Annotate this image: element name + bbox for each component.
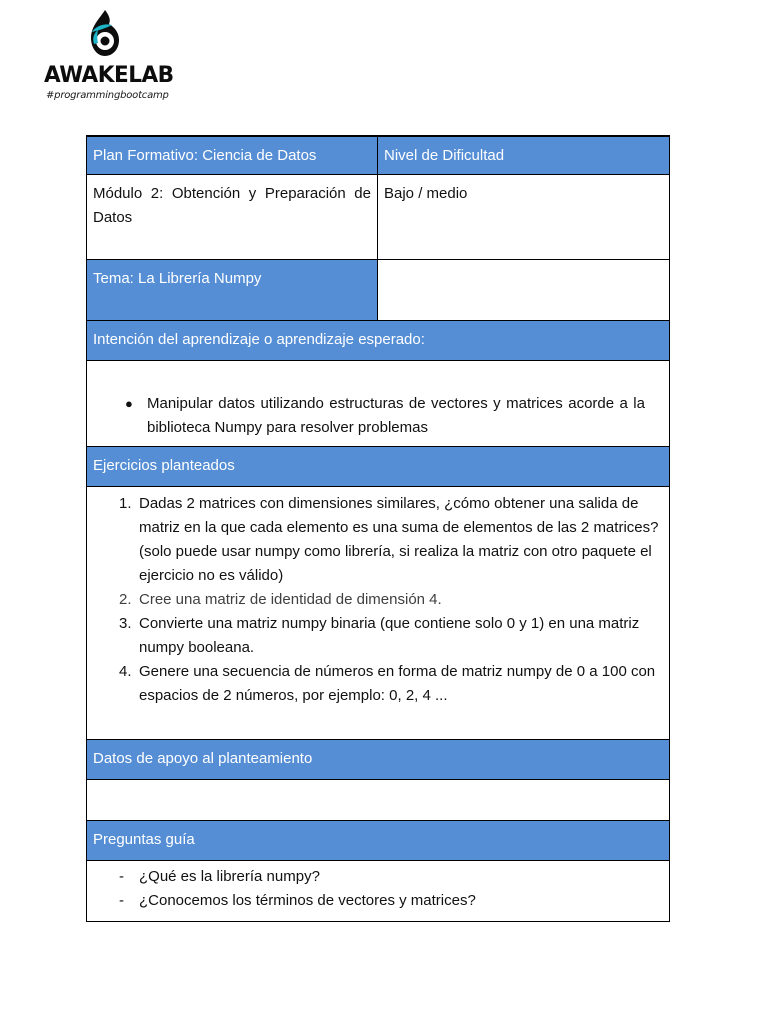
intention-item: ● Manipular datos utilizando estructuras de vectores y matrices acorde a la biblioteca Numpy para resolver problemas: [93, 392, 663, 440]
questions-body-row: [87, 861, 670, 922]
exercise-text: Genere una secuencia de números en forma de matriz numpy de 0 a 100 con espacios de 2 números, por ejemplo: 0, 2, 4 ...: [139, 663, 656, 704]
question-item: [93, 889, 663, 913]
intention-body-row: [87, 361, 670, 447]
questions-list: [93, 865, 663, 913]
support-body-cell: [87, 780, 670, 821]
exercise-number: 2.: [119, 591, 132, 608]
exercise-number: 3.: [119, 615, 132, 632]
plan-formativo-cell: Plan Formativo: Ciencia de Datos: [87, 136, 378, 175]
nivel-dificultad-cell: Nivel de Dificultad: [378, 136, 670, 175]
intention-header-row: [87, 321, 670, 361]
support-header-cell: Datos de apoyo al planteamiento: [87, 740, 670, 780]
module-cell: Módulo 2: Obtención y Preparación de Datos: [87, 175, 378, 260]
questions-header-row: [87, 821, 670, 861]
exercises-body-row: [87, 487, 670, 740]
questions-header-cell: Preguntas guía: [87, 821, 670, 861]
exercises-header-row: [87, 447, 670, 487]
exercises-body-cell: [87, 487, 670, 740]
module-row: [87, 175, 670, 260]
support-header-row: [87, 740, 670, 780]
plan-row: [87, 136, 670, 175]
exercise-item: [93, 660, 663, 708]
question-text: ¿Conocemos los términos de vectores y matrices?: [139, 892, 476, 909]
level-value-cell: Bajo / medio: [378, 175, 670, 260]
exercise-number: 4.: [119, 663, 132, 680]
exercise-item: [93, 588, 663, 612]
topic-value-cell: [378, 260, 670, 321]
exercise-number: 1.: [119, 495, 132, 512]
question-marker: -: [119, 892, 124, 909]
exercise-item: [93, 612, 663, 660]
plan-table: [86, 135, 670, 922]
exercise-text: Convierte una matriz numpy binaria (que contiene solo 0 y 1) en una matriz numpy booleana.: [139, 615, 640, 656]
question-item: [93, 865, 663, 889]
topic-row: [87, 260, 670, 321]
question-text: ¿Qué es la librería numpy?: [139, 868, 320, 885]
questions-body-cell: [87, 861, 670, 922]
topic-cell: Tema: La Librería Numpy: [87, 260, 378, 321]
logo-wordmark: AWAKELAB: [44, 63, 174, 88]
exercises-header-cell: Ejercicios planteados: [87, 447, 670, 487]
exercise-text: Cree una matriz de identidad de dimensión 4.: [139, 591, 442, 608]
exercise-item: [93, 492, 663, 588]
logo-tagline: #programmingbootcamp: [46, 90, 169, 101]
exercise-text: Dadas 2 matrices con dimensiones similares, ¿cómo obtener una salida de matriz en la que cada elemento es una suma de elementos de las 2 matrices? (solo puede usar numpy como librería, si realiza la matriz con otro paquete el ejercicio no es válido): [139, 495, 659, 584]
intention-header-cell: Intención del aprendizaje o aprendizaje esperado:: [87, 321, 670, 361]
awakelab-mark-icon: [82, 8, 128, 60]
question-marker: -: [119, 868, 124, 885]
awakelab-logo: [44, 8, 174, 103]
intention-list: [93, 392, 663, 440]
intention-body-cell: [87, 361, 670, 447]
exercises-list: [93, 492, 663, 708]
support-body-row: [87, 780, 670, 821]
